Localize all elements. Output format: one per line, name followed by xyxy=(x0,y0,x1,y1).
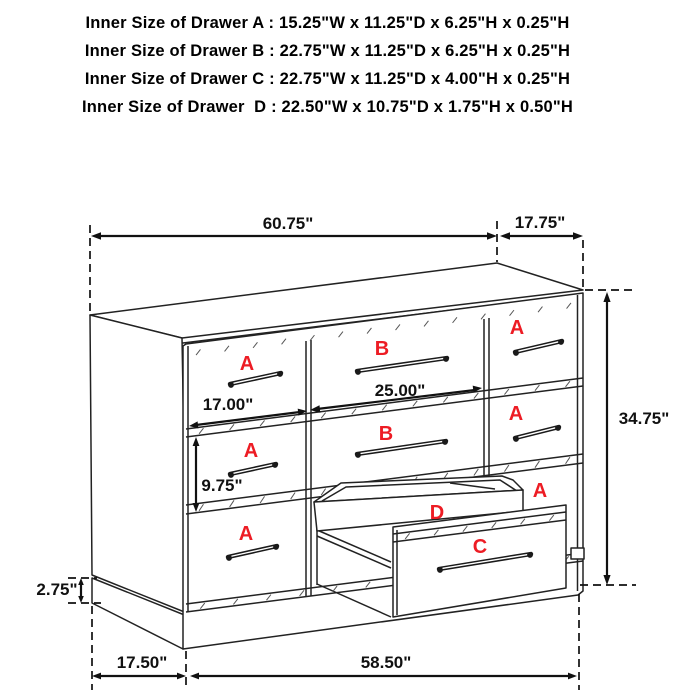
label-drawer-d: D xyxy=(429,502,445,524)
header-line-drawer-c: Inner Size of Drawer C : 22.75"W x 11.25"D x 4.00"H x 0.25"H xyxy=(84,70,571,88)
label-drawer-a-left-bottom: A xyxy=(238,523,254,545)
cabinet-left-side xyxy=(90,315,187,613)
dim-drawer-b-width: 25.00" xyxy=(374,381,426,400)
side-bracket xyxy=(571,548,584,559)
header-line-drawer-a: Inner Size of Drawer A : 15.25"W x 11.25"D x 6.25"H x 0.25"H xyxy=(85,14,570,32)
dim-base-height: 2.75" xyxy=(36,580,78,599)
dim-base-width: 58.50" xyxy=(360,653,412,672)
label-drawer-b-top: B xyxy=(374,338,390,360)
dim-top-depth: 17.75" xyxy=(514,213,566,232)
label-drawer-a-left-top: A xyxy=(239,353,255,375)
header-line-drawer-b: Inner Size of Drawer B : 22.75"W x 11.25"D x 6.25"H x 0.25"H xyxy=(84,42,571,60)
label-drawer-a-right-bottom: A xyxy=(532,480,548,502)
dim-overall-width: 60.75" xyxy=(262,214,314,233)
label-drawer-a-right-top: A xyxy=(509,317,525,339)
dim-overall-height: 34.75" xyxy=(618,409,670,428)
label-drawer-a-right-mid: A xyxy=(508,403,524,425)
label-drawer-c: C xyxy=(472,536,488,558)
header-line-drawer-d: Inner Size of Drawer D : 22.50"W x 10.75"D x 1.75"H x 0.50"H xyxy=(81,98,574,116)
dim-drawer-front-height: 9.75" xyxy=(201,476,243,495)
dim-base-depth: 17.50" xyxy=(116,653,168,672)
label-drawer-b-bottom: B xyxy=(378,423,394,445)
label-drawer-a-left-mid: A xyxy=(243,440,259,462)
dim-drawer-a-width: 17.00" xyxy=(202,395,254,414)
